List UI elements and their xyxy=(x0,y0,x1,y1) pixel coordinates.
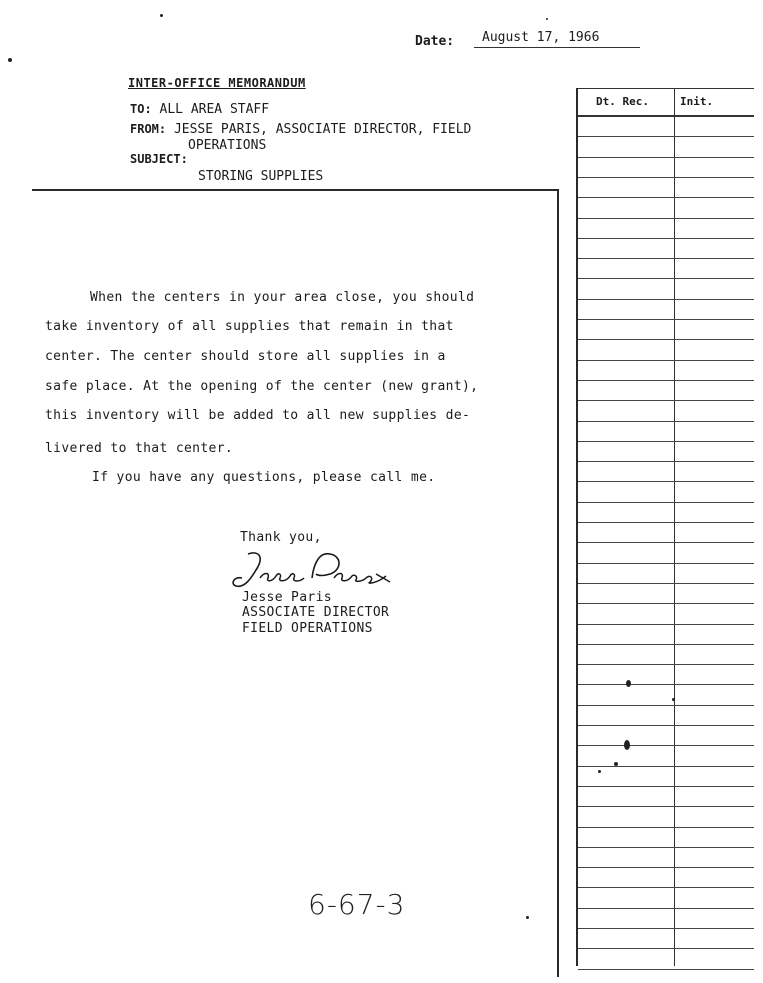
to-field xyxy=(130,102,269,117)
scan-speck xyxy=(598,770,601,773)
signer-name: Jesse Paris xyxy=(242,590,332,605)
routing-row-line xyxy=(578,177,754,178)
routing-row-line xyxy=(578,542,754,543)
header-divider xyxy=(32,189,558,191)
routing-table-header xyxy=(578,88,754,117)
routing-row-line xyxy=(578,603,754,604)
routing-row-line xyxy=(578,319,754,320)
routing-row-line xyxy=(578,218,754,219)
routing-row-line xyxy=(578,705,754,706)
scan-speck xyxy=(626,680,631,687)
scan-speck xyxy=(526,916,529,919)
routing-row-line xyxy=(578,481,754,482)
routing-row-line xyxy=(578,847,754,848)
routing-row-line xyxy=(578,421,754,422)
routing-row-line xyxy=(578,827,754,828)
scan-speck xyxy=(624,740,630,750)
scan-speck xyxy=(672,698,675,701)
routing-column-divider xyxy=(674,88,675,966)
body-right-border xyxy=(557,189,559,977)
routing-row-line xyxy=(578,725,754,726)
date-underline xyxy=(474,47,640,48)
routing-row-line xyxy=(578,948,754,949)
from-label: FROM: xyxy=(130,122,167,136)
handwritten-file-number: 6-67-3 xyxy=(308,888,406,921)
salutation: Thank you, xyxy=(240,530,322,545)
routing-row-line xyxy=(578,969,754,970)
from-value-line1: JESSE PARIS, ASSOCIATE DIRECTOR, FIELD xyxy=(173,122,472,137)
routing-col-date-received: Dt. Rec. xyxy=(596,95,649,108)
routing-col-initials: Init. xyxy=(680,95,714,108)
scan-speck xyxy=(8,58,12,62)
memo-title: INTER-OFFICE MEMORANDUM xyxy=(128,76,306,90)
routing-row-line xyxy=(578,136,754,137)
body-line-5: this inventory will be added to all new supplies de- xyxy=(45,408,471,423)
handwritten-signature xyxy=(230,548,400,594)
routing-row-line xyxy=(578,441,754,442)
from-value-line2: OPERATIONS xyxy=(188,138,267,153)
routing-row-line xyxy=(578,563,754,564)
routing-row-line xyxy=(578,380,754,381)
routing-row-line xyxy=(578,928,754,929)
routing-table xyxy=(576,88,754,966)
routing-row-line xyxy=(578,157,754,158)
routing-row-line xyxy=(578,867,754,868)
subject-value: STORING SUPPLIES xyxy=(198,169,324,184)
routing-row-line xyxy=(578,766,754,767)
routing-row-line xyxy=(578,339,754,340)
from-field xyxy=(130,122,471,137)
body-line-1: When the centers in your area close, you should xyxy=(90,290,475,305)
signer-department: FIELD OPERATIONS xyxy=(242,621,373,636)
routing-row-line xyxy=(578,258,754,259)
routing-row-line xyxy=(578,238,754,239)
routing-row-line xyxy=(578,684,754,685)
routing-row-line xyxy=(578,502,754,503)
scan-speck xyxy=(546,18,548,20)
routing-row-line xyxy=(578,400,754,401)
date-label: Date: xyxy=(415,34,455,49)
scan-speck xyxy=(614,762,618,766)
to-value: ALL AREA STAFF xyxy=(159,102,270,117)
body-line-2: take inventory of all supplies that remain in that xyxy=(45,319,454,334)
routing-row-line xyxy=(578,360,754,361)
routing-row-line xyxy=(578,624,754,625)
routing-row-line xyxy=(578,806,754,807)
scan-speck xyxy=(160,14,163,17)
body-line-4: safe place. At the opening of the center (new grant), xyxy=(45,379,479,394)
to-label: TO: xyxy=(130,102,152,116)
routing-row-line xyxy=(578,461,754,462)
routing-row-line xyxy=(578,887,754,888)
date-value: August 17, 1966 xyxy=(482,30,600,45)
routing-row-line xyxy=(578,786,754,787)
routing-row-line xyxy=(578,908,754,909)
body-line-7: If you have any questions, please call me. xyxy=(92,470,436,485)
routing-row-line xyxy=(578,745,754,746)
routing-row-line xyxy=(578,583,754,584)
routing-row-line xyxy=(578,299,754,300)
routing-row-line xyxy=(578,197,754,198)
body-line-3: center. The center should store all supplies in a xyxy=(45,349,446,364)
body-line-6: livered to that center. xyxy=(45,441,234,456)
routing-row-line xyxy=(578,522,754,523)
signer-title: ASSOCIATE DIRECTOR xyxy=(242,605,390,620)
routing-row-line xyxy=(578,278,754,279)
routing-row-line xyxy=(578,644,754,645)
subject-label: SUBJECT: xyxy=(130,152,188,166)
routing-row-line xyxy=(578,664,754,665)
